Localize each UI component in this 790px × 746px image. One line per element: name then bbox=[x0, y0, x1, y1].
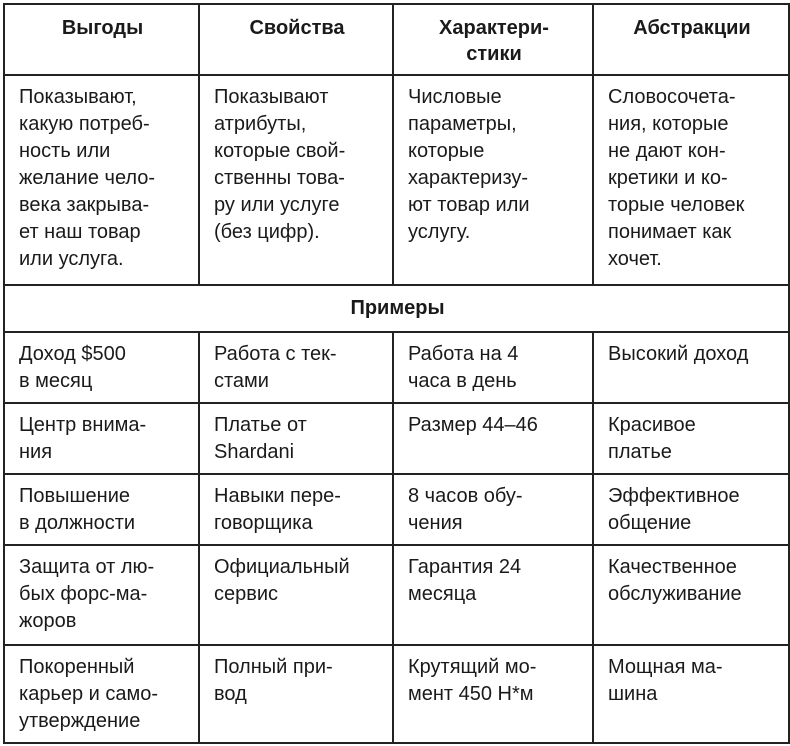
table-cell: Гарантия 24 месяца bbox=[393, 545, 593, 645]
header-abstractions: Абстракции bbox=[593, 4, 789, 75]
table-row bbox=[4, 403, 789, 474]
table-cell: Мощная ма- шина bbox=[593, 645, 789, 743]
description-characteristics: Числовые параметры, которые характеризу- ют товар или услугу. bbox=[393, 75, 593, 285]
table-cell: Центр внима- ния bbox=[4, 403, 199, 474]
table-cell: Доход $500 в месяц bbox=[4, 332, 199, 403]
table-cell: Платье от Shardani bbox=[199, 403, 393, 474]
table-row bbox=[4, 474, 789, 545]
table-cell: Работа на 4 часа в день bbox=[393, 332, 593, 403]
description-row bbox=[4, 75, 789, 285]
description-abstractions: Словосочета- ния, которые не дают кон- кретики и ко- торые человек понимает как хочет. bbox=[593, 75, 789, 285]
comparison-table bbox=[3, 3, 790, 744]
table-cell: Повышение в должности bbox=[4, 474, 199, 545]
table-cell: Красивое платье bbox=[593, 403, 789, 474]
header-properties: Свойства bbox=[199, 4, 393, 75]
examples-title-row bbox=[4, 285, 789, 332]
table-row bbox=[4, 645, 789, 743]
table-cell: Официальный сервис bbox=[199, 545, 393, 645]
table-cell: Качественное обслуживание bbox=[593, 545, 789, 645]
description-benefits: Показывают, какую потреб- ность или желание чело- века закрыва- ет наш товар или услуга. bbox=[4, 75, 199, 285]
description-properties: Показывают атрибуты, которые свой- ственны това- ру или услуге (без цифр). bbox=[199, 75, 393, 285]
table-cell: Размер 44–46 bbox=[393, 403, 593, 474]
header-row bbox=[4, 4, 789, 75]
table-cell: Покоренный карьер и само- утверждение bbox=[4, 645, 199, 743]
examples-title: Примеры bbox=[4, 285, 789, 332]
table-cell: 8 часов обу- чения bbox=[393, 474, 593, 545]
header-characteristics: Характери- стики bbox=[393, 4, 593, 75]
table-row bbox=[4, 545, 789, 645]
table-cell: Полный при- вод bbox=[199, 645, 393, 743]
table-cell: Работа с тек- стами bbox=[199, 332, 393, 403]
table-cell: Высокий доход bbox=[593, 332, 789, 403]
table-row bbox=[4, 332, 789, 403]
header-benefits: Выгоды bbox=[4, 4, 199, 75]
table-cell: Крутящий мо- мент 450 Н*м bbox=[393, 645, 593, 743]
table-cell: Эффективное общение bbox=[593, 474, 789, 545]
table-cell: Навыки пере- говорщика bbox=[199, 474, 393, 545]
table-cell: Защита от лю- бых форс-ма- жоров bbox=[4, 545, 199, 645]
